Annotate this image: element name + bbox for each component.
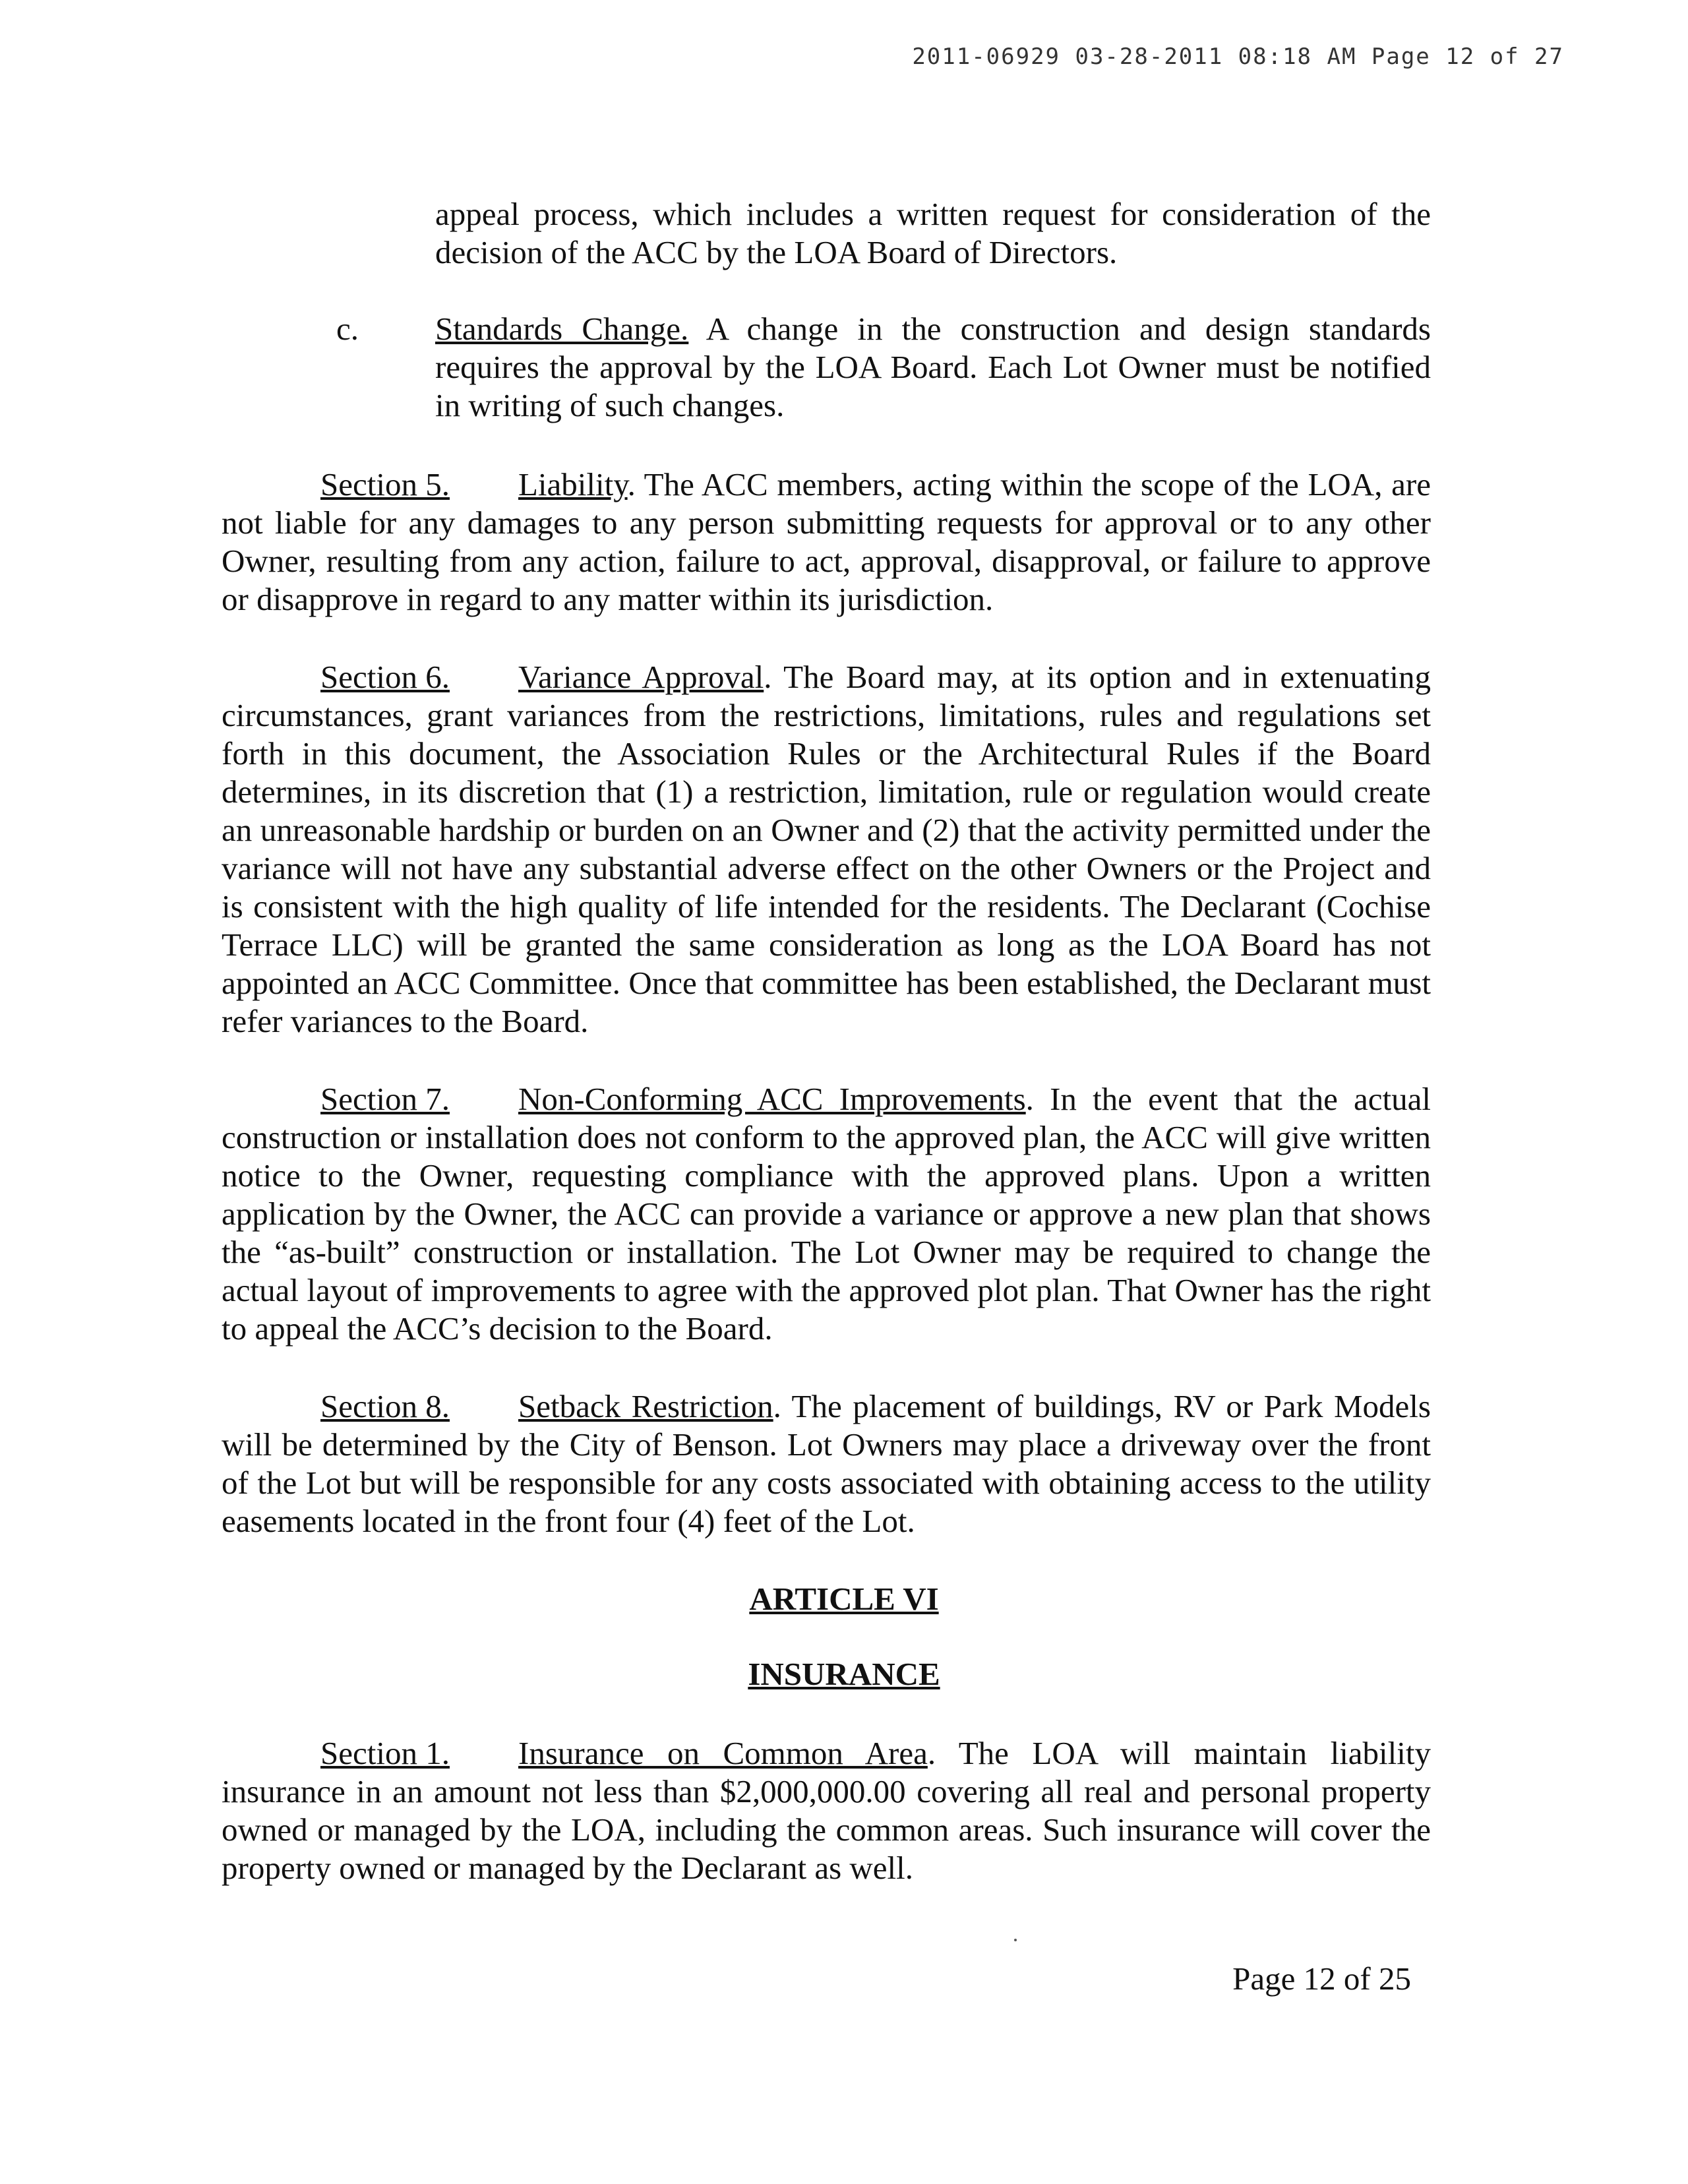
section-8-paragraph (222, 1387, 1431, 1540)
section-7-paragraph (222, 1080, 1431, 1348)
section-7-title: Non-Conforming ACC Improvements (518, 1081, 1026, 1117)
article-section-1-paragraph (222, 1734, 1431, 1887)
section-7-text: . In the event that the actual construction or installation does not conform to the approved plan, the ACC will give written notice to the Owner, requesting compliance with the approved plans. Upon a written application by the Owner, the ACC can provide a variance or approve a new plan that shows the “as-built” construction or installation. The Lot Owner may be required to change the actual layout of improvements to agree with the approved plot plan. That Owner has the right to appeal the ACC’s decision to the Board. (222, 1081, 1431, 1347)
article-heading: ARTICLE VI (749, 1581, 939, 1617)
section-5-number: Section 5. (320, 466, 450, 502)
item-c-title: Standards Change. (435, 311, 689, 347)
section-6-number: Section 6. (320, 659, 450, 695)
section-8-title: Setback Restriction (518, 1388, 773, 1424)
section-5-title: Liability (518, 466, 628, 502)
section-5-paragraph (222, 466, 1431, 619)
article-subheading: INSURANCE (748, 1656, 940, 1692)
section-8-text: . The placement of buildings, RV or Park Models will be determined by the City of Benson. Lot Owners may place a driveway over the front of the Lot but will be responsible for any costs associated with obtaining access to the utility easements located in the front four (4) feet of the Lot. (222, 1388, 1431, 1539)
item-c-marker: c. (336, 311, 359, 347)
section-8-number: Section 8. (320, 1388, 450, 1424)
article-section-1-title: Insurance on Common Area (518, 1735, 928, 1771)
fax-header: 2011-06929 03-28-2011 08:18 AM Page 12 of 27 (912, 44, 1564, 70)
section-6-title: Variance Approval (518, 659, 764, 695)
continuation-paragraph: appeal process, which includes a written request for consideration of the decision of the ACC by the LOA Board of Directors. (435, 196, 1431, 270)
section-5-text: . The ACC members, acting within the scope of the LOA, are not liable for any damages to any person submitting requests for approval or to any other Owner, resulting from any action, failure to act, approval, disapproval, or failure to approve or disapprove in regard to any matter within its jurisdiction. (222, 466, 1431, 617)
section-6-text: . The Board may, at its option and in extenuating circumstances, grant variances from the restrictions, limitations, rules and regulations set forth in this document, the Association Rules or the Architectural Rules if the Board determines, in its discretion that (1) a restriction, limitation, rule or regulation would create an unreasonable hardship or burden on an Owner and (2) that the activity permitted under the variance will not have any substantial adverse effect on the other Owners or the Project and is consistent with the high quality of life intended for the residents. The Declarant (Cochise Terrace LLC) will be granted the same consideration as long as the LOA Board has not appointed an ACC Committee. Once that committee has been established, the Declarant must refer variances to the Board. (222, 659, 1431, 1039)
article-section-1-text: . The LOA will maintain liability insurance in an amount not less than $2,000,000.00 covering all real and personal property owned or managed by the LOA, including the common areas. Such insurance will cover the property owned or managed by the Declarant as well. (222, 1735, 1432, 1886)
scan-speck (1014, 1939, 1017, 1941)
page-number: Page 12 of 25 (1232, 1960, 1411, 1997)
article-section-1-number: Section 1. (320, 1735, 450, 1771)
item-c-paragraph (435, 310, 1431, 425)
item-c-text: A change in the construction and design standards requires the approval by the LOA Board. Each Lot Owner must be notified in writing of such changes. (435, 311, 1431, 423)
section-7-number: Section 7. (320, 1081, 450, 1117)
section-6-paragraph (222, 658, 1431, 1041)
